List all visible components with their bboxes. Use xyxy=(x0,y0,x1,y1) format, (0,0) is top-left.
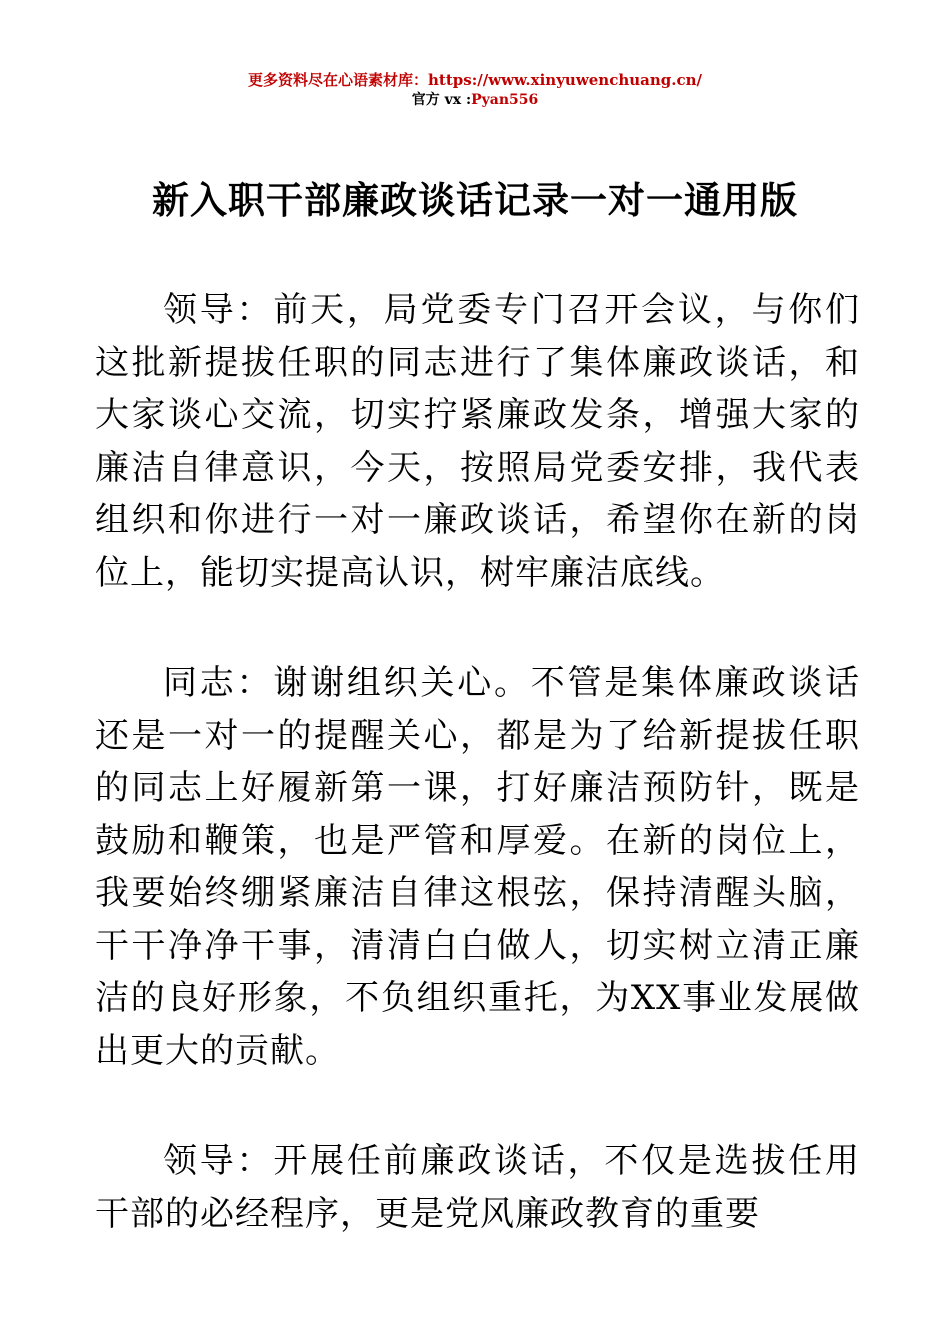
paragraph-2: 同志：谢谢组织关心。不管是集体廉政谈话还是一对一的提醒关心，都是为了给新提拔任职的同志上好履新第一课，打好廉洁预防针，既是鼓励和鞭策，也是严管和厚爱。在新的岗位上，我要始终绷紧廉洁自律这根弦，保持清醒头脑，干干净净干事，清清白白做人，切实树立清正廉洁的良好形象，不负组织重托，为XX事业发展做出更大的贡献。 xyxy=(95,663,860,1071)
source-url-link[interactable]: https://www.xinyuwenchuang.cn/ xyxy=(428,71,702,89)
document-body xyxy=(95,284,860,1298)
paragraph-3: 领导：开展任前廉政谈话，不仅是选拔任用干部的必经程序，更是党风廉政教育的重要 xyxy=(95,1141,860,1234)
source-prefix: 更多资料尽在心语素材库： xyxy=(248,71,429,89)
paragraph-1: 领导：前天，局党委专门召开会议，与你们这批新提拔任职的同志进行了集体廉政谈话，和大家谈心交流，切实拧紧廉政发条，增强大家的廉洁自律意识，今天，按照局党委安排，我代表组织和你进行一对一廉政谈话，希望你在新的岗位上，能切实提高认识，树牢廉洁底线。 xyxy=(95,290,860,593)
wx-banner xyxy=(0,90,950,110)
source-banner xyxy=(0,70,950,90)
wx-label: 官方 vx : xyxy=(411,92,472,108)
wx-id: Pyan556 xyxy=(471,92,539,108)
document-title: 新入职干部廉政谈话记录一对一通用版 xyxy=(152,178,798,222)
